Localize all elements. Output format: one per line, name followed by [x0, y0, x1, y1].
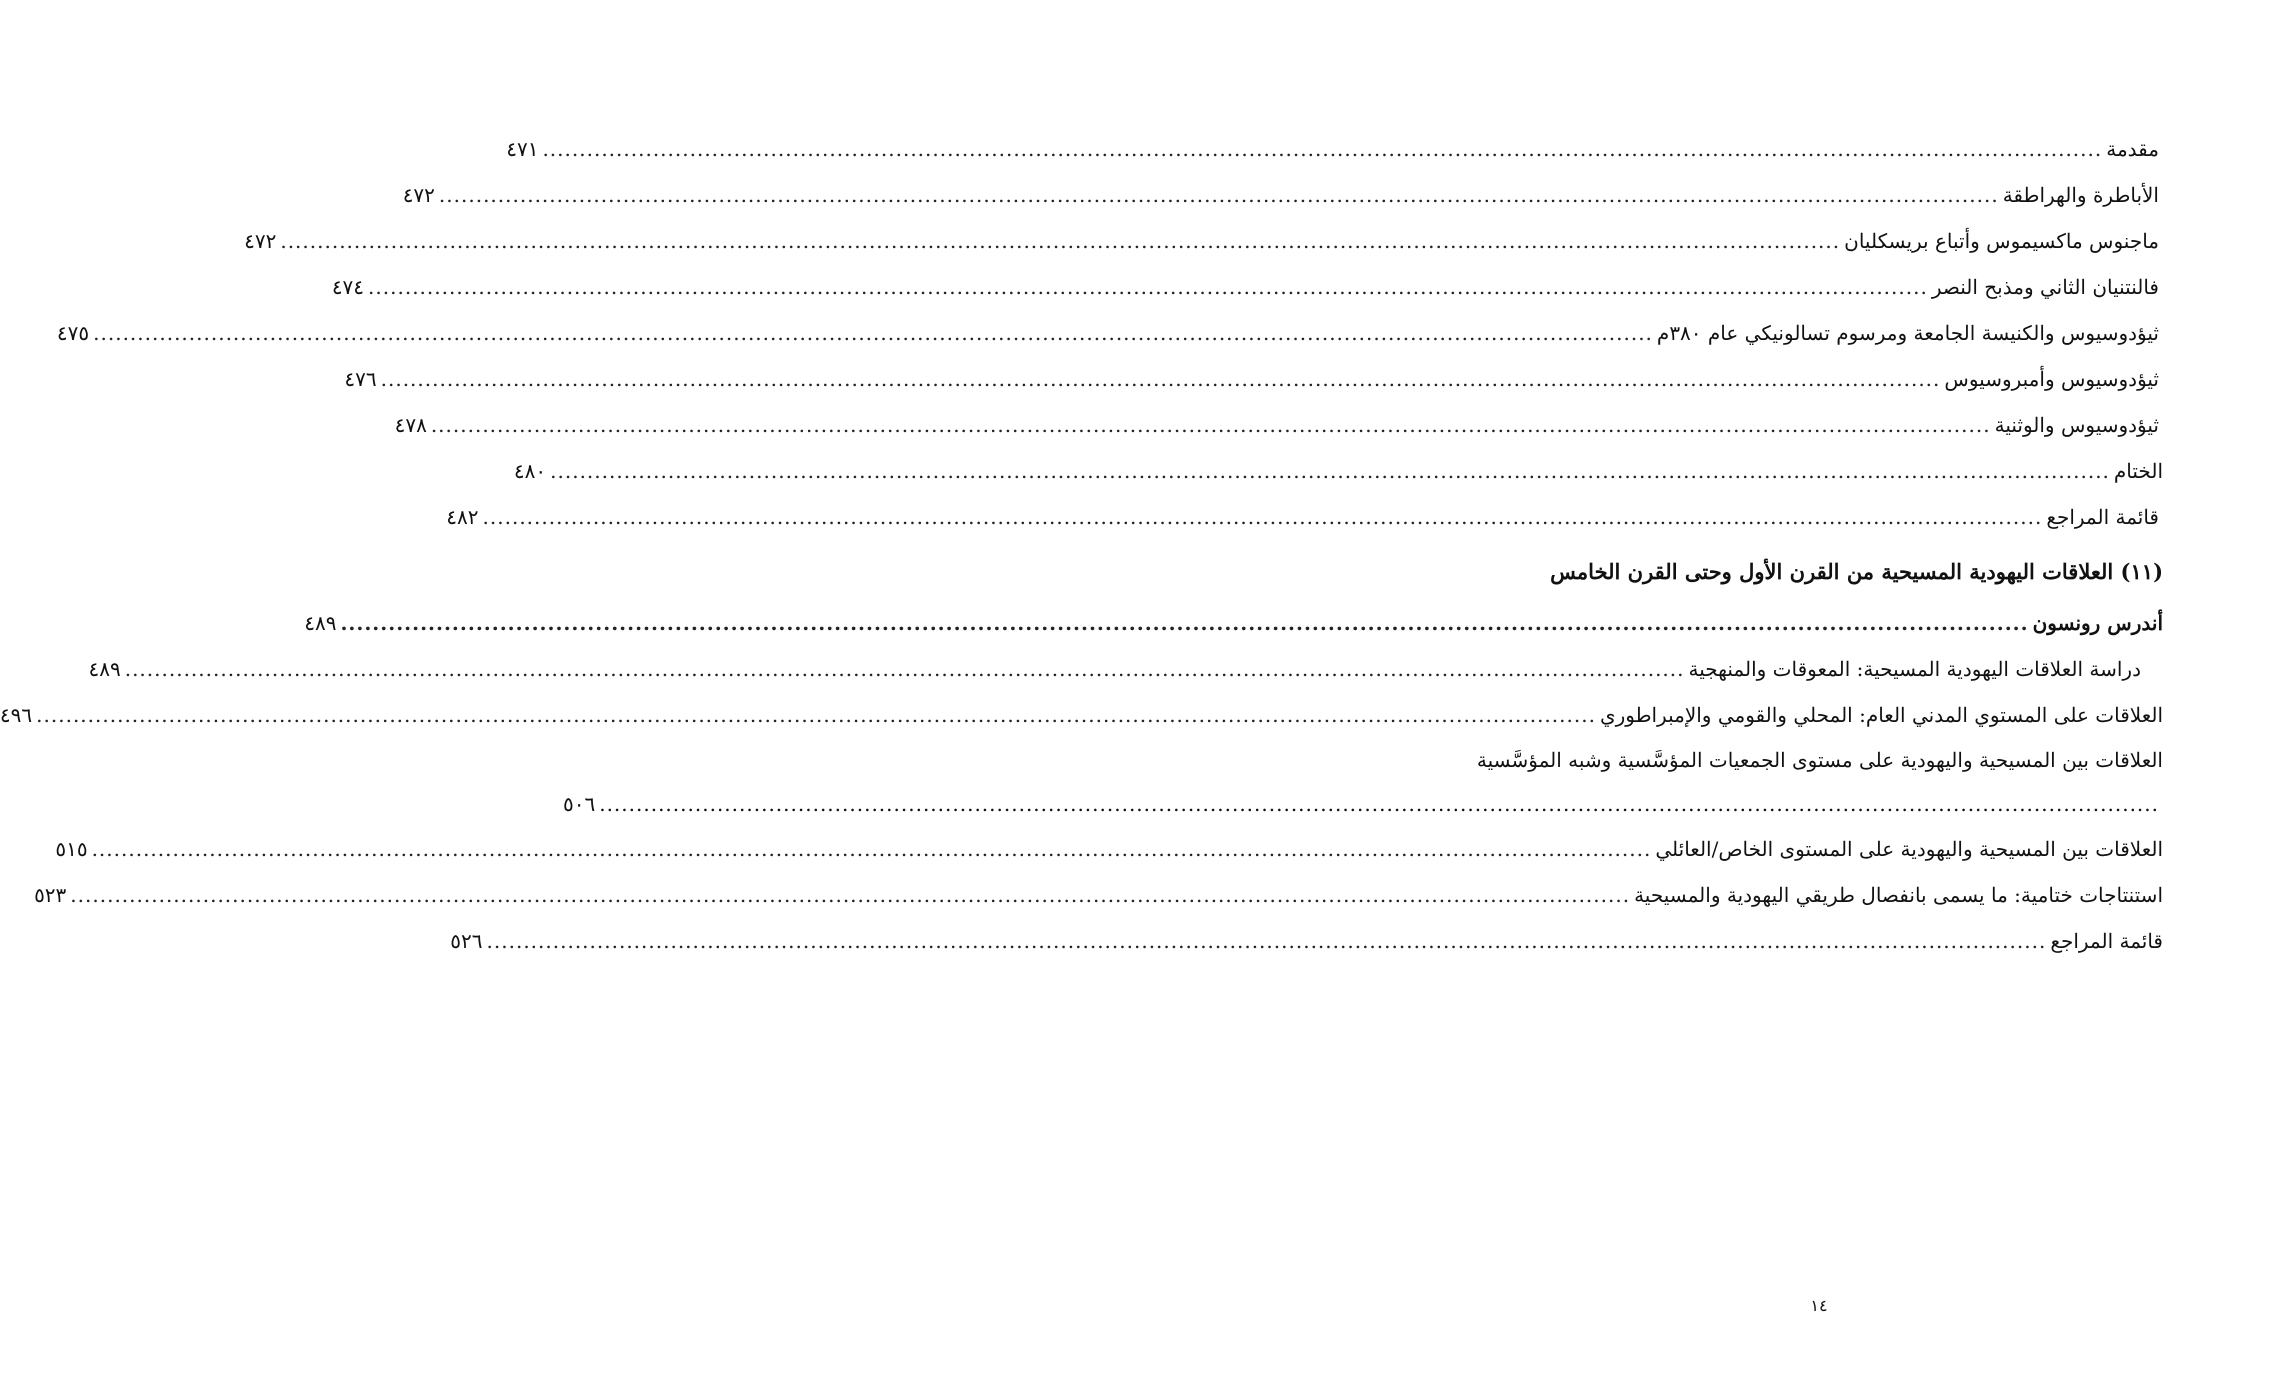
- toc-entry: [506, 126, 2163, 172]
- toc-entry-title-wrapped: العلاقات بين المسيحية واليهودية على مستوى الجمعيات المؤسَّسية وشبه المؤسَّسية: [1476, 748, 2163, 772]
- toc-leader-dots: [431, 402, 1991, 448]
- toc-leader-dots: [340, 600, 2028, 646]
- toc-entry-page: ٤٧١: [506, 137, 539, 161]
- chapter-heading: (١١) العلاقات اليهودية المسيحية من القرن الأول وحتى القرن الخامس: [1550, 559, 2163, 584]
- toc-entry-page: ٤٧٥: [56, 321, 90, 345]
- toc-entry-page: ٥٠٦: [562, 792, 596, 816]
- toc-entry-title: العلاقات بين المسيحية واليهودية على المستوى الخاص/العائلي: [1655, 837, 2163, 861]
- toc-leader-dots: [93, 310, 1653, 356]
- toc-entry-title: استنتاجات ختامية: ما يسمى بانفصال طريقي اليهودية والمسيحية: [1634, 883, 2163, 907]
- toc-leader-dots: [550, 448, 2110, 494]
- toc-entry: [331, 264, 2163, 310]
- toc-entry-title: مقدمة: [2106, 137, 2159, 161]
- toc-entry: [88, 646, 2163, 692]
- toc-entry-title: ثيؤدوسيوس وأمبروسيوس: [1944, 367, 2159, 391]
- toc-entry: [394, 402, 2163, 448]
- toc-entry-title: فالنتنيان الثاني ومذبح النصر: [1931, 275, 2159, 299]
- toc-entry-title: ثيؤدوسيوس والكنيسة الجامعة ومرسوم تسالونيكي عام ٣٨٠م: [1656, 321, 2159, 345]
- toc-entry-page: ٤٧٢: [244, 229, 277, 253]
- toc-entry-title: ثيؤدوسيوس والوثنية: [1994, 413, 2159, 437]
- toc-entry-page: ٤٧٤: [331, 275, 365, 299]
- toc-leader-dots: [381, 356, 1941, 402]
- toc-entry-page: ٥١٥: [55, 837, 88, 861]
- toc-entry: [56, 310, 2163, 356]
- toc-entry-page: ٥٢٦: [450, 929, 483, 953]
- toc-entry-title: قائمة المراجع: [2046, 505, 2159, 529]
- toc-entry-title: دراسة العلاقات اليهودية المسيحية: المعوقات والمنهجية: [1688, 657, 2141, 681]
- toc-leader-dots: [92, 826, 1652, 872]
- toc-entry-page: ٤٧٦: [344, 367, 377, 391]
- author-name: أندرس رونسون: [2032, 611, 2163, 635]
- toc-entry-continuation: [562, 782, 2163, 826]
- toc-leader-dots: [125, 646, 1685, 692]
- toc-entry-title: قائمة المراجع: [2050, 929, 2163, 953]
- toc-entry-page: ٤٨٩: [304, 611, 337, 635]
- page-number: ١٤: [1810, 1296, 1828, 1315]
- toc-leader-dots: [36, 692, 1596, 738]
- toc-leader-dots: [368, 264, 1928, 310]
- toc-leader-dots: [439, 172, 1999, 218]
- toc-entry: [450, 918, 2163, 964]
- toc-leader-dots: [483, 494, 2043, 540]
- toc-leader-dots: [599, 782, 2159, 826]
- toc-entry: [513, 448, 2163, 494]
- toc-leader-dots: [542, 126, 2102, 172]
- toc-entry: [402, 172, 2163, 218]
- toc-entry-page: ٤٧٨: [394, 413, 427, 437]
- toc-entry-title: ماجنوس ماكسيموس وأتباع بريسكليان: [1844, 229, 2159, 253]
- toc-entry-page: ٥٢٣: [34, 883, 67, 907]
- toc-leader-dots: [280, 218, 1840, 264]
- toc-entry: [55, 826, 2163, 872]
- toc-leader-dots: [487, 918, 2047, 964]
- toc-entry-title: العلاقات على المستوي المدني العام: المحلي والقومي والإمبراطوري: [1599, 703, 2163, 727]
- table-of-contents: [0, 126, 2163, 964]
- toc-entry: [244, 218, 2163, 264]
- toc-entry-page: ٤٨٩: [88, 657, 121, 681]
- toc-entry-page: ٤٨٢: [446, 505, 479, 529]
- toc-entry-title: الأباطرة والهراطقة: [2002, 183, 2159, 207]
- toc-entry: [446, 494, 2163, 540]
- toc-entry-page: ٤٨٠: [513, 459, 547, 483]
- toc-author-entry: [304, 600, 2163, 646]
- toc-entry: [34, 872, 2163, 918]
- toc-entry-page: ٤٩٦: [0, 703, 33, 727]
- toc-entry: [344, 356, 2163, 402]
- toc-entry: [0, 692, 2163, 738]
- toc-entry-title: الختام: [2113, 459, 2163, 483]
- toc-leader-dots: [70, 872, 1630, 918]
- toc-entry-page: ٤٧٢: [402, 183, 435, 207]
